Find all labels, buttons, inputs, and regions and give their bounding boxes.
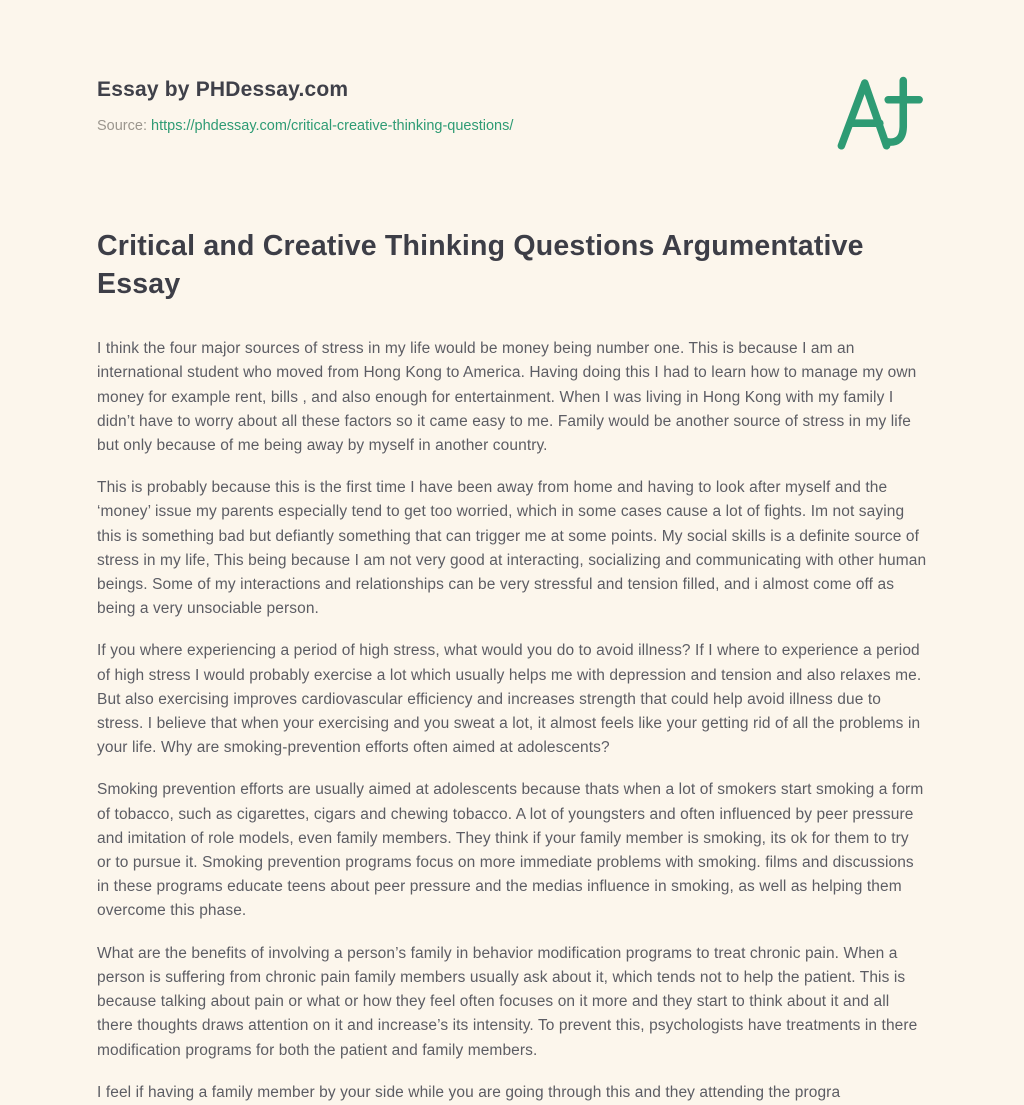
essay-paragraph: I think the four major sources of stress in my life would be money being number one. This is because I am an international student who moved from Hong Kong to America. Having doing this I had to learn how to manage my own money for example rent, bills , and also enough for entertainment. When I was living in Hong Kong with my family I didn’t have to worry about all these factors so it came easy to me. Family would be another source of stress in my life but only because of me being away by myself in another country. bbox=[97, 340, 917, 455]
phdessay-a-plus-logo-icon[interactable] bbox=[833, 68, 925, 160]
essay-paragraph: This is probably because this is the first time I have been away from home and having to look after myself and the ‘money’ issue my parents especially tend to get too worried, which in some cases cause a lot of fights. Im not saying this is something bad but defiantly something that can trigger me at some points. My social skills is a definite source of stress in my life, This being because I am not very good at interacting, socializing and communicating with other human beings. Some of my interactions and relationships can be very stressful and tension filled, and i almost come off as being a very unsociable person. bbox=[97, 479, 927, 618]
essay-paragraph: What are the benefits of involving a person’s family in behavior modification programs to treat chronic pain. When a person is suffering from chronic pain family members usually ask about it, which tends not to help the patient. This is because talking about pain or what or how they feel often focuses on it more and they start to think about it and all there thoughts draws attention on it and increase’s its intensity. To prevent this, psychologists have treatments in there modification programs for both the patient and family members. bbox=[97, 944, 918, 1059]
essay-paragraph: Smoking prevention efforts are usually aimed at adolescents because thats when a lot of smokers start smoking a form of tobacco, such as cigarettes, cigars and chewing tobacco. A lot of youngsters and often influenced by peer pressure and imitation of role models, even family members. They think if your family member is smoking, its ok for them to try or to pursue it. Smoking prevention programs focus on more immediate problems with smoking. films and discussions in these programs educate teens about peer pressure and the medias influence in smoking, as well as helping them overcome this phase. bbox=[97, 781, 924, 920]
source-line bbox=[97, 118, 513, 134]
page-header bbox=[97, 70, 927, 160]
essay-paragraph: I feel if having a family member by your side while you are going through this and they attending the progra bbox=[97, 1083, 841, 1101]
essay-title: Critical and Creative Thinking Questions Argumentative Essay bbox=[97, 230, 864, 300]
header-text bbox=[97, 70, 513, 134]
source-url-link[interactable]: https://phdessay.com/critical-creative-thinking-questions/ bbox=[151, 118, 514, 134]
essay-body bbox=[97, 337, 927, 1105]
source-label: Source: bbox=[97, 118, 147, 134]
essay-paragraph: If you where experiencing a period of high stress, what would you do to avoid illness? If I where to experience a period of high stress I would probably exercise a lot which usually helps me with depression and tension and also relaxes me. But also exercising improves cardiovascular efficiency and increases strength that could help avoid illness due to stress. I believe that when your exercising and you sweat a lot, it almost feels like your getting rid of all the problems in your life. Why are smoking-prevention efforts often aimed at adolescents? bbox=[97, 642, 922, 757]
byline: Essay by PHDessay.com bbox=[97, 78, 349, 101]
